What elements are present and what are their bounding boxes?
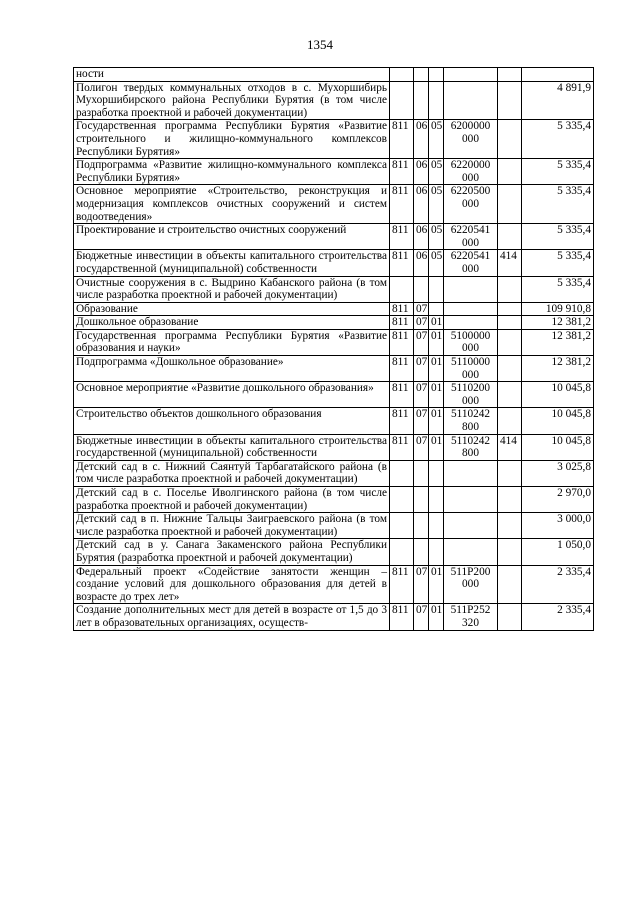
row-target-article: 5110000 000 <box>444 356 498 382</box>
row-name: Государственная программа Республики Бурятия «Развитие строительного и жилищно-коммунального комплексов Республики Бурятия» <box>74 120 390 159</box>
row-grbs: 811 <box>390 120 414 159</box>
row-section <box>414 487 429 513</box>
row-subsection: 05 <box>429 159 444 185</box>
table-row <box>74 68 594 82</box>
table-row <box>74 487 594 513</box>
row-grbs <box>390 487 414 513</box>
row-grbs: 811 <box>390 159 414 185</box>
row-target-article <box>444 68 498 82</box>
row-target-article: 6200000 000 <box>444 120 498 159</box>
row-section: 06 <box>414 185 429 224</box>
row-amount: 3 025,8 <box>522 460 594 486</box>
row-expense-type <box>498 382 522 408</box>
row-subsection: 05 <box>429 224 444 250</box>
row-expense-type <box>498 81 522 120</box>
row-target-article <box>444 460 498 486</box>
row-target-article <box>444 81 498 120</box>
row-grbs: 811 <box>390 302 414 316</box>
row-subsection <box>429 276 444 302</box>
row-target-article: 5110242 800 <box>444 408 498 434</box>
row-section <box>414 276 429 302</box>
row-name: Полигон твердых коммунальных отходов в с. Мухоршибирь Мухоршибирского района Республики Бурятия (в том числе разработка проектной и рабочей документации) <box>74 81 390 120</box>
table-row <box>74 81 594 120</box>
row-section: 07 <box>414 329 429 355</box>
row-grbs: 811 <box>390 316 414 330</box>
row-amount: 5 335,4 <box>522 250 594 276</box>
row-section: 07 <box>414 316 429 330</box>
row-expense-type <box>498 539 522 565</box>
row-amount: 2 335,4 <box>522 604 594 630</box>
row-expense-type: 414 <box>498 434 522 460</box>
table-row <box>74 316 594 330</box>
row-grbs <box>390 81 414 120</box>
row-amount: 5 335,4 <box>522 224 594 250</box>
row-name: Проектирование и строительство очистных сооружений <box>74 224 390 250</box>
row-subsection: 01 <box>429 329 444 355</box>
table-row <box>74 276 594 302</box>
row-grbs: 811 <box>390 250 414 276</box>
row-name: Детский сад в п. Нижние Тальцы Заиграевского района (в том числе разработка проектной и рабочей документации) <box>74 513 390 539</box>
row-name: Подпрограмма «Дошкольное образование» <box>74 356 390 382</box>
row-amount <box>522 68 594 82</box>
row-amount: 109 910,8 <box>522 302 594 316</box>
row-amount: 12 381,2 <box>522 316 594 330</box>
row-section: 06 <box>414 159 429 185</box>
row-section: 07 <box>414 434 429 460</box>
row-target-article <box>444 487 498 513</box>
row-subsection: 01 <box>429 604 444 630</box>
row-name: Федеральный проект «Содействие занятости женщин – создание условий для дошкольного образования для детей в возрасте до трех лет» <box>74 565 390 604</box>
row-grbs: 811 <box>390 565 414 604</box>
row-expense-type <box>498 316 522 330</box>
row-section: 07 <box>414 382 429 408</box>
row-section: 06 <box>414 224 429 250</box>
row-subsection: 01 <box>429 316 444 330</box>
row-expense-type <box>498 224 522 250</box>
row-target-article <box>444 539 498 565</box>
budget-table-body <box>74 68 594 631</box>
row-expense-type <box>498 185 522 224</box>
table-row <box>74 302 594 316</box>
row-section <box>414 539 429 565</box>
row-expense-type <box>498 604 522 630</box>
row-name: Детский сад в с. Нижний Саянтуй Тарбагатайского района (в том числе разработка проектной и рабочей документации) <box>74 460 390 486</box>
row-grbs: 811 <box>390 356 414 382</box>
page-number: 1354 <box>307 37 333 52</box>
row-amount: 10 045,8 <box>522 382 594 408</box>
table-row <box>74 513 594 539</box>
row-amount: 10 045,8 <box>522 434 594 460</box>
row-subsection: 01 <box>429 382 444 408</box>
row-name: Подпрограмма «Развитие жилищно-коммунального комплекса Республики Бурятия» <box>74 159 390 185</box>
row-grbs <box>390 276 414 302</box>
row-grbs: 811 <box>390 382 414 408</box>
row-subsection <box>429 81 444 120</box>
row-subsection <box>429 513 444 539</box>
row-amount: 4 891,9 <box>522 81 594 120</box>
row-grbs <box>390 460 414 486</box>
row-grbs: 811 <box>390 408 414 434</box>
row-section: 06 <box>414 250 429 276</box>
table-row <box>74 224 594 250</box>
row-target-article <box>444 513 498 539</box>
row-subsection: 01 <box>429 408 444 434</box>
row-name: Очистные сооружения в с. Выдрино Кабанского района (в том числе разработка проектной и рабочей документации) <box>74 276 390 302</box>
row-grbs <box>390 68 414 82</box>
row-section: 07 <box>414 408 429 434</box>
row-target-article: 6220000 000 <box>444 159 498 185</box>
row-expense-type <box>498 513 522 539</box>
row-name: Строительство объектов дошкольного образования <box>74 408 390 434</box>
row-section <box>414 460 429 486</box>
row-name: Основное мероприятие «Строительство, реконструкция и модернизация комплексов очистных сооружений и систем водоотведения» <box>74 185 390 224</box>
row-target-article: 6220500 000 <box>444 185 498 224</box>
row-name: Дошкольное образование <box>74 316 390 330</box>
row-expense-type <box>498 276 522 302</box>
row-amount: 5 335,4 <box>522 159 594 185</box>
row-section <box>414 68 429 82</box>
row-section: 07 <box>414 565 429 604</box>
row-expense-type <box>498 159 522 185</box>
row-name: Государственная программа Республики Бурятия «Развитие образования и науки» <box>74 329 390 355</box>
row-section: 07 <box>414 302 429 316</box>
row-target-article: 511Р200 000 <box>444 565 498 604</box>
row-name: Бюджетные инвестиции в объекты капитального строительства государственной (муниципальной) собственности <box>74 250 390 276</box>
row-section: 07 <box>414 604 429 630</box>
row-grbs: 811 <box>390 224 414 250</box>
budget-table <box>73 67 594 631</box>
row-name: Детский сад в у. Санага Закаменского района Республики Бурятия (разработка проектной и рабочей документации) <box>74 539 390 565</box>
row-expense-type <box>498 356 522 382</box>
row-section <box>414 81 429 120</box>
row-amount: 5 335,4 <box>522 120 594 159</box>
row-subsection <box>429 487 444 513</box>
table-row <box>74 185 594 224</box>
row-subsection <box>429 302 444 316</box>
row-expense-type <box>498 565 522 604</box>
row-grbs <box>390 513 414 539</box>
row-amount: 12 381,2 <box>522 356 594 382</box>
row-subsection <box>429 68 444 82</box>
row-subsection: 05 <box>429 185 444 224</box>
row-subsection: 05 <box>429 120 444 159</box>
row-expense-type <box>498 302 522 316</box>
row-target-article <box>444 316 498 330</box>
row-amount: 12 381,2 <box>522 329 594 355</box>
row-target-article: 6220541 000 <box>444 224 498 250</box>
row-expense-type <box>498 460 522 486</box>
row-name: Детский сад в с. Поселье Иволгинского района (в том числе разработка проектной и рабочей документации) <box>74 487 390 513</box>
row-subsection: 05 <box>429 250 444 276</box>
table-row <box>74 434 594 460</box>
row-subsection: 01 <box>429 434 444 460</box>
row-name: Образование <box>74 302 390 316</box>
row-expense-type: 414 <box>498 250 522 276</box>
row-name: Основное мероприятие «Развитие дошкольного образования» <box>74 382 390 408</box>
table-row <box>74 329 594 355</box>
row-subsection: 01 <box>429 565 444 604</box>
row-target-article: 511Р252 320 <box>444 604 498 630</box>
row-target-article: 6220541 000 <box>444 250 498 276</box>
row-name: Создание дополнительных мест для детей в возрасте от 1,5 до 3 лет в образовательных организациях, осуществ- <box>74 604 390 630</box>
row-section: 06 <box>414 120 429 159</box>
row-grbs: 811 <box>390 185 414 224</box>
row-section: 07 <box>414 356 429 382</box>
table-row <box>74 604 594 630</box>
table-row <box>74 250 594 276</box>
table-row <box>74 382 594 408</box>
row-target-article <box>444 302 498 316</box>
row-target-article: 5110200 000 <box>444 382 498 408</box>
row-amount: 5 335,4 <box>522 276 594 302</box>
row-amount: 2 970,0 <box>522 487 594 513</box>
row-subsection <box>429 539 444 565</box>
row-section <box>414 513 429 539</box>
row-subsection: 01 <box>429 356 444 382</box>
row-expense-type <box>498 120 522 159</box>
table-row <box>74 159 594 185</box>
table-row <box>74 460 594 486</box>
row-grbs: 811 <box>390 434 414 460</box>
row-amount: 3 000,0 <box>522 513 594 539</box>
table-row <box>74 539 594 565</box>
row-grbs: 811 <box>390 329 414 355</box>
row-name: Бюджетные инвестиции в объекты капитального строительства государственной (муниципальной) собственности <box>74 434 390 460</box>
table-row <box>74 120 594 159</box>
row-amount: 1 050,0 <box>522 539 594 565</box>
row-grbs: 811 <box>390 604 414 630</box>
table-row <box>74 408 594 434</box>
row-grbs <box>390 539 414 565</box>
row-name: ности <box>74 68 390 82</box>
row-amount: 5 335,4 <box>522 185 594 224</box>
row-target-article: 5100000 000 <box>444 329 498 355</box>
row-expense-type <box>498 487 522 513</box>
table-row <box>74 565 594 604</box>
table-row <box>74 356 594 382</box>
row-subsection <box>429 460 444 486</box>
row-expense-type <box>498 408 522 434</box>
row-target-article <box>444 276 498 302</box>
row-target-article: 5110242 800 <box>444 434 498 460</box>
row-expense-type <box>498 68 522 82</box>
row-expense-type <box>498 329 522 355</box>
row-amount: 2 335,4 <box>522 565 594 604</box>
row-amount: 10 045,8 <box>522 408 594 434</box>
